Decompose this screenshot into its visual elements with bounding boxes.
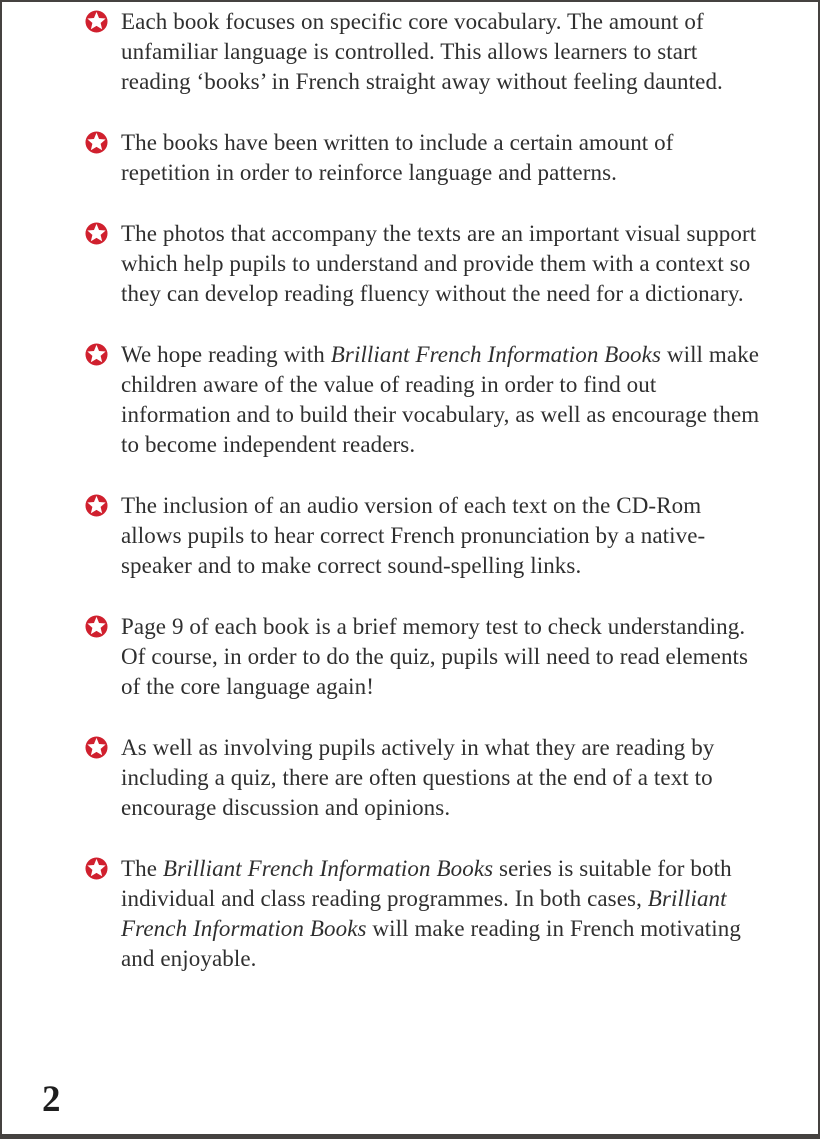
- text-segment: Each book focuses on specific core vocabulary. The amount of unfamiliar language is controlled. This allows learners to start reading ‘books’ in French straight away without feeling daunted.: [121, 9, 723, 94]
- page-number: 2: [42, 1079, 61, 1120]
- paragraph-text: [121, 612, 762, 702]
- text-segment: The inclusion of an audio version of each text on the CD-Rom allows pupils to hear correct French pronunciation by a native-speaker and to make correct sound-spelling links.: [121, 493, 706, 578]
- list-item: [85, 340, 762, 460]
- text-segment: will make children aware of the value of reading in order to find out information and to build their vocabulary, as well as encourage them to become independent readers.: [121, 342, 760, 457]
- star-bullet-icon: [85, 131, 108, 154]
- list-item: [85, 854, 762, 974]
- text-segment: The: [121, 856, 163, 881]
- paragraph-text: [121, 491, 762, 581]
- paragraph-text: [121, 854, 762, 974]
- list-item: [85, 491, 762, 581]
- paragraph-text: [121, 733, 762, 823]
- list-item: [85, 219, 762, 309]
- text-segment: As well as involving pupils actively in what they are reading by including a quiz, there are often questions at the end of a text to encourage discussion and opinions.: [121, 735, 715, 820]
- text-segment: The photos that accompany the texts are an important visual support which help pupils to understand and provide them with a context so they can develop reading fluency without the need for a dictionary.: [121, 221, 757, 306]
- paragraph-text: [121, 7, 762, 97]
- list-item: [85, 733, 762, 823]
- series-title-italic: Brilliant French Information Books: [162, 856, 494, 881]
- star-bullet-icon: [85, 222, 108, 245]
- star-bullet-icon: [85, 494, 108, 517]
- series-title-italic: Brilliant French Information Books: [121, 886, 727, 941]
- star-bullet-icon: [85, 343, 108, 366]
- star-bullet-icon: [85, 736, 108, 759]
- star-bullet-icon: [85, 857, 108, 880]
- text-segment: The books have been written to include a certain amount of repetition in order to reinforce language and patterns.: [121, 130, 674, 185]
- text-segment: Page 9 of each book is a brief memory test to check understanding. Of course, in order to do the quiz, pupils will need to read elements of the core language again!: [121, 614, 749, 699]
- series-title-italic: Brilliant French Information Books: [330, 342, 662, 367]
- paragraph-text: [121, 219, 762, 309]
- text-segment: will make reading in French motivating and enjoyable.: [121, 916, 741, 971]
- paragraph-text: [121, 128, 762, 188]
- star-bullet-icon: [85, 615, 108, 638]
- text-segment: series is suitable for both individual and class reading programmes. In both cases,: [121, 856, 732, 911]
- list-item: [85, 128, 762, 188]
- text-segment: We hope reading with: [121, 342, 331, 367]
- list-item: [85, 7, 762, 97]
- list-item: [85, 612, 762, 702]
- paragraph-text: [121, 340, 762, 460]
- star-bullet-icon: [85, 10, 108, 33]
